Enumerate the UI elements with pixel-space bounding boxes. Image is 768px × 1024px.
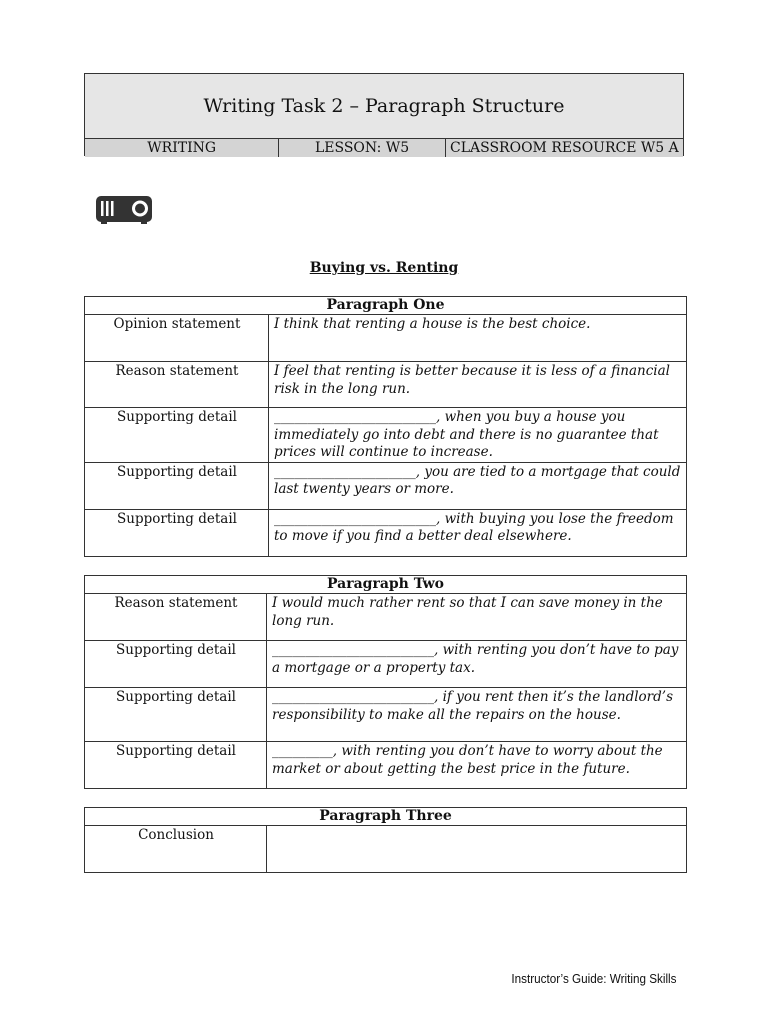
table-row [85,826,687,873]
row-label: Supporting detail [85,408,269,463]
row-content: I would much rather rent so that I can save money in the long run. [267,594,687,641]
row-content: ________________________, with renting you don’t have to pay a mortgage or a property tax. [267,641,687,688]
row-content: ________________________, with buying you lose the freedom to move if you find a better deal elsewhere. [269,509,687,556]
document-header [84,73,684,156]
section-heading: Buying vs. Renting [309,260,459,276]
row-content: I feel that renting is better because it is less of a financial risk in the long run. [269,362,687,408]
row-content: I think that renting a house is the best choice. [269,315,687,362]
row-content: ________________________, if you rent then it’s the landlord’s responsibility to make all the repairs on the house. [267,688,687,742]
table-row [85,315,687,362]
subject-cell: WRITING [85,139,279,157]
table-row [85,594,687,641]
row-label: Supporting detail [85,462,269,509]
row-label: Supporting detail [85,742,267,789]
paragraph-three-title: Paragraph Three [85,808,687,826]
table-row [85,641,687,688]
table-row [85,408,687,463]
page-title: Writing Task 2 – Paragraph Structure [85,74,683,139]
conclusion-answer-area[interactable] [267,826,687,873]
paragraph-one-table [84,296,687,557]
paragraph-three-table [84,807,687,873]
projector-icon [95,195,153,225]
lesson-cell: LESSON: W5 [279,139,445,157]
row-label: Supporting detail [85,688,267,742]
row-label: Conclusion [85,826,267,873]
table-row [85,688,687,742]
table-row [85,462,687,509]
row-label: Supporting detail [85,509,269,556]
paragraph-two-table [84,575,687,789]
table-row [85,509,687,556]
row-label: Reason statement [85,594,267,641]
resource-cell: CLASSROOM RESOURCE W5 A [450,140,679,156]
paragraph-two-title: Paragraph Two [85,576,687,594]
table-row [85,742,687,789]
row-content: ________________________, when you buy a house you immediately go into debt and there is no guarantee that prices will continue to increase. [269,408,687,463]
header-info-row [85,139,683,157]
row-content: _____________________, you are tied to a mortgage that could last twenty years or more. [269,462,687,509]
paragraph-one-title: Paragraph One [85,297,687,315]
row-content: _________, with renting you don’t have to worry about the market or about getting the best price in the future. [267,742,687,789]
row-label: Supporting detail [85,641,267,688]
footer-text: Instructor’s Guide: Writing Skills [511,971,677,986]
table-row [85,362,687,408]
row-label: Reason statement [85,362,269,408]
row-label: Opinion statement [85,315,269,362]
